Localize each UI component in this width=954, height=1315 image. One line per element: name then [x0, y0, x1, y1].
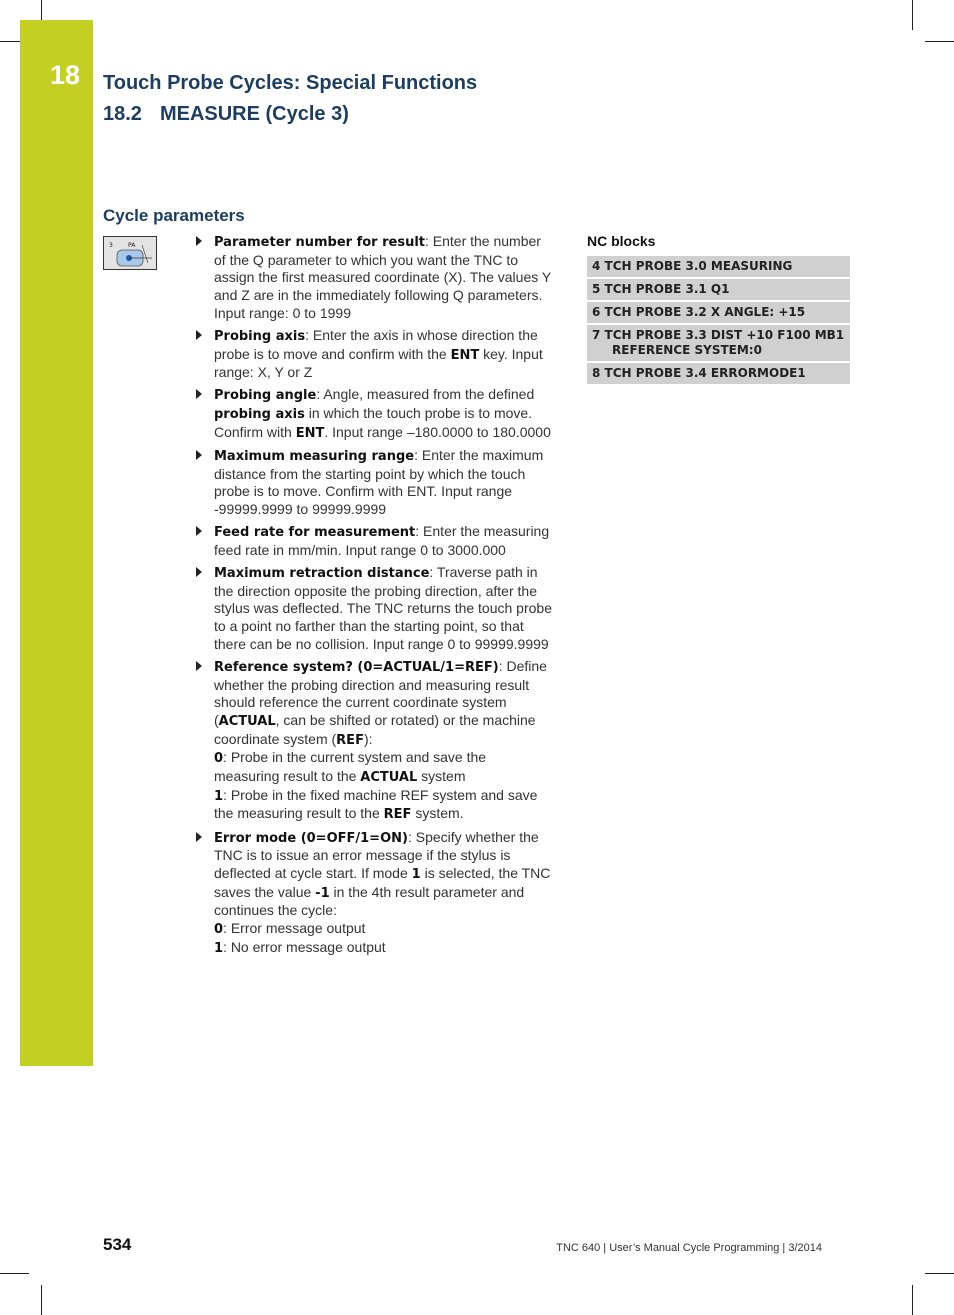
crop-mark	[912, 0, 913, 30]
nc-block-row: 4 TCH PROBE 3.0 MEASURING	[587, 256, 850, 277]
param-name: Error mode (0=OFF/1=ON)	[214, 830, 408, 846]
nc-blocks-heading: NC blocks	[587, 233, 656, 249]
bullet-arrow-icon	[196, 450, 202, 460]
bullet-arrow-icon	[196, 236, 202, 246]
softkey-label-left: 3	[109, 242, 113, 249]
page-number: 534	[103, 1235, 132, 1254]
bullet-arrow-icon	[196, 389, 202, 399]
parameter-list	[196, 233, 552, 962]
nc-block-row: 6 TCH PROBE 3.2 X ANGLE: +15	[587, 302, 850, 323]
list-item: Error mode (0=OFF/1=ON): Specify whether the TNC is to issue an error message if the stylus is deflected at cycle start. If mode 1 is selected, the TNC saves the value -1 in the 4th result parameter and continues the cycle: 0: Error message output 1: No error message output	[196, 829, 552, 958]
param-name: Probing angle	[214, 388, 317, 404]
section-name: MEASURE (Cycle 3)	[159, 103, 349, 125]
bullet-arrow-icon	[196, 567, 202, 577]
list-item: Reference system? (0=ACTUAL/1=REF): Define whether the probing direction and measuring result should reference the current coordinate system (ACTUAL, can be shifted or rotated) or the machine coordinate system (REF): 0: Probe in the current system and save the measuring result to the ACTUAL system 1: Probe in the fixed machine REF system and save the measuring result to the REF system.	[196, 658, 552, 824]
cycle-parameters-heading: Cycle parameters	[103, 206, 245, 225]
param-name: Feed rate for measurement	[214, 525, 416, 541]
list-item: Maximum retraction distance: Traverse path in the direction opposite the probing direction, after the stylus was deflected. The TNC returns the touch probe to a point no farther than the starting point, so that there can be no collision. Input range 0 to 99999.9999	[196, 564, 552, 654]
param-name: Probing axis	[214, 328, 306, 344]
list-item: Probing axis: Enter the axis in whose direction the probe is to move and confirm with the ENT key. Input range: X, Y or Z	[196, 327, 552, 382]
bullet-arrow-icon	[196, 526, 202, 536]
nc-block-row: 5 TCH PROBE 3.1 Q1	[587, 279, 850, 300]
param-name: Maximum measuring range	[214, 448, 415, 464]
param-name: Parameter number for result	[214, 235, 425, 250]
softkey-label-right: PA	[128, 242, 136, 249]
crop-mark	[0, 1273, 29, 1274]
section-title	[103, 103, 349, 126]
crop-mark	[925, 41, 954, 42]
section-number: 18.2	[103, 103, 142, 125]
crop-mark	[0, 41, 20, 42]
crop-mark	[41, 1285, 42, 1315]
footer-text: TNC 640 | User’s Manual Cycle Programming | 3/2014	[556, 1242, 822, 1254]
list-item: Parameter number for result: Enter the number of the Q parameter to which you want the TNC to assign the first measured coordinate (X). The values Y and Z are in the immediately following Q parameters. Input range: 0 to 1999	[196, 233, 552, 323]
chapter-title: Touch Probe Cycles: Special Functions	[103, 72, 478, 94]
chapter-sidebar	[20, 20, 93, 1066]
nc-block-row: 8 TCH PROBE 3.4 ERRORMODE1	[587, 363, 850, 384]
crop-mark	[912, 1285, 913, 1315]
crop-mark	[925, 1273, 954, 1274]
crop-mark	[41, 0, 42, 20]
param-name: Reference system? (0=ACTUAL/1=REF)	[214, 659, 499, 675]
param-name: Maximum retraction distance	[214, 565, 430, 581]
touch-probe-softkey-icon	[103, 236, 157, 270]
list-item: Maximum measuring range: Enter the maximum distance from the starting point by which the touch probe is to move. Confirm with ENT. Input range -99999.9999 to 99999.9999	[196, 447, 552, 519]
nc-block-row: 7 TCH PROBE 3.3 DIST +10 F100 MB1 REFERENCE SYSTEM:0	[587, 325, 850, 361]
nc-blocks-table	[587, 256, 850, 386]
bullet-arrow-icon	[196, 661, 202, 671]
chapter-number: 18	[50, 60, 81, 90]
bullet-arrow-icon	[196, 832, 202, 842]
bullet-arrow-icon	[196, 330, 202, 340]
list-item: Feed rate for measurement: Enter the measuring feed rate in mm/min. Input range 0 to 3000.000	[196, 523, 552, 559]
list-item: Probing angle: Angle, measured from the defined probing axis in which the touch probe is to move. Confirm with ENT. Input range –180.0000 to 180.0000	[196, 386, 552, 442]
